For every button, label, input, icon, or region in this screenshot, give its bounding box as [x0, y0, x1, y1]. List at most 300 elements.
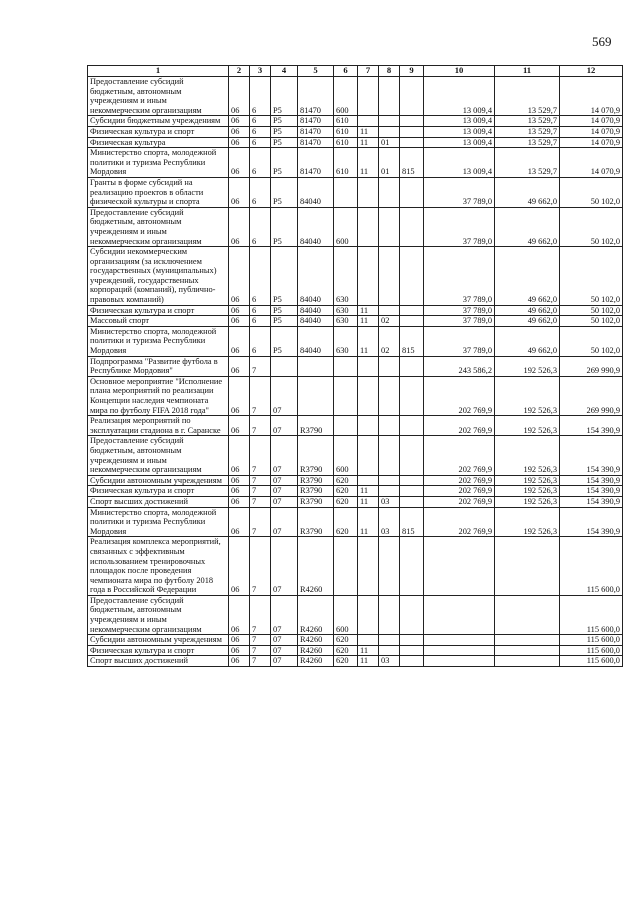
- value-cell: 115 600,0: [560, 635, 623, 646]
- page-number: 569: [592, 34, 612, 49]
- value-cell: 07: [271, 436, 298, 475]
- value-cell: 01: [379, 148, 400, 178]
- column-header: 9: [400, 66, 424, 77]
- budget-table: [87, 65, 623, 667]
- value-cell: 11: [358, 137, 379, 148]
- value-cell: 192 526,3: [495, 376, 560, 415]
- value-cell: [334, 356, 358, 376]
- table-row: [88, 356, 623, 376]
- value-cell: [400, 77, 424, 116]
- value-cell: [400, 656, 424, 667]
- value-cell: [379, 356, 400, 376]
- value-cell: [400, 595, 424, 634]
- value-cell: 7: [250, 507, 271, 537]
- value-cell: [334, 416, 358, 436]
- value-cell: [400, 305, 424, 316]
- table-row: [88, 326, 623, 356]
- value-cell: R3790: [298, 436, 334, 475]
- column-header: 3: [250, 66, 271, 77]
- value-cell: 115 600,0: [560, 595, 623, 634]
- value-cell: 49 662,0: [495, 207, 560, 246]
- value-cell: 06: [229, 645, 250, 656]
- value-cell: 630: [334, 247, 358, 306]
- value-cell: 192 526,3: [495, 496, 560, 507]
- value-cell: [400, 645, 424, 656]
- value-cell: 7: [250, 475, 271, 486]
- row-name-cell: Министерство спорта, молодежной политики и туризма Республики Мордовия: [88, 326, 229, 356]
- value-cell: P5: [271, 326, 298, 356]
- value-cell: [379, 376, 400, 415]
- value-cell: 13 009,4: [424, 116, 495, 127]
- value-cell: [379, 486, 400, 497]
- value-cell: R3790: [298, 507, 334, 537]
- value-cell: [358, 116, 379, 127]
- table-row: [88, 126, 623, 137]
- value-cell: [379, 595, 400, 634]
- value-cell: 50 102,0: [560, 177, 623, 207]
- value-cell: [298, 356, 334, 376]
- value-cell: [400, 207, 424, 246]
- row-name-cell: Предоставление субсидий бюджетным, автономным учреждениям и иным некоммерческим организациям: [88, 595, 229, 634]
- value-cell: R3790: [298, 416, 334, 436]
- row-name-cell: Гранты в форме субсидий на реализацию проектов в области физической культуры и спорта: [88, 177, 229, 207]
- value-cell: 37 789,0: [424, 177, 495, 207]
- value-cell: 03: [379, 656, 400, 667]
- value-cell: [400, 116, 424, 127]
- value-cell: 192 526,3: [495, 507, 560, 537]
- value-cell: 06: [229, 416, 250, 436]
- table-row: [88, 645, 623, 656]
- column-header: 6: [334, 66, 358, 77]
- value-cell: 06: [229, 77, 250, 116]
- value-cell: 7: [250, 645, 271, 656]
- value-cell: [400, 496, 424, 507]
- value-cell: 6: [250, 126, 271, 137]
- value-cell: 03: [379, 496, 400, 507]
- value-cell: 06: [229, 305, 250, 316]
- table-row: [88, 537, 623, 596]
- value-cell: 630: [334, 305, 358, 316]
- table-row: [88, 475, 623, 486]
- column-header: 5: [298, 66, 334, 77]
- value-cell: 620: [334, 486, 358, 497]
- value-cell: 7: [250, 496, 271, 507]
- value-cell: 84040: [298, 305, 334, 316]
- value-cell: [358, 537, 379, 596]
- table-row: [88, 635, 623, 646]
- value-cell: 7: [250, 376, 271, 415]
- value-cell: 620: [334, 645, 358, 656]
- value-cell: 610: [334, 116, 358, 127]
- value-cell: 11: [358, 305, 379, 316]
- value-cell: 06: [229, 475, 250, 486]
- value-cell: 06: [229, 177, 250, 207]
- row-name-cell: Субсидии некоммерческим организациям (за исключением государственных (муниципальных) учреждений, государственных корпораций (компаний), публично-правовых компаний): [88, 247, 229, 306]
- value-cell: 7: [250, 436, 271, 475]
- row-name-cell: Министерство спорта, молодежной политики и туризма Республики Мордовия: [88, 148, 229, 178]
- value-cell: 620: [334, 635, 358, 646]
- value-cell: [379, 177, 400, 207]
- table-row: [88, 77, 623, 116]
- value-cell: [400, 416, 424, 436]
- value-cell: 06: [229, 137, 250, 148]
- value-cell: [495, 635, 560, 646]
- table-row: [88, 486, 623, 497]
- table-row: [88, 595, 623, 634]
- row-name-cell: Физическая культура и спорт: [88, 126, 229, 137]
- value-cell: P5: [271, 126, 298, 137]
- value-cell: 06: [229, 507, 250, 537]
- value-cell: [495, 656, 560, 667]
- value-cell: 07: [271, 496, 298, 507]
- value-cell: [400, 376, 424, 415]
- value-cell: 02: [379, 326, 400, 356]
- value-cell: 13 009,4: [424, 77, 495, 116]
- value-cell: 14 070,9: [560, 77, 623, 116]
- table-row: [88, 436, 623, 475]
- value-cell: 202 769,9: [424, 376, 495, 415]
- value-cell: 620: [334, 507, 358, 537]
- value-cell: 202 769,9: [424, 486, 495, 497]
- value-cell: 14 070,9: [560, 116, 623, 127]
- value-cell: [379, 537, 400, 596]
- value-cell: 202 769,9: [424, 475, 495, 486]
- value-cell: 06: [229, 116, 250, 127]
- row-name-cell: Физическая культура: [88, 137, 229, 148]
- value-cell: 37 789,0: [424, 305, 495, 316]
- value-cell: 11: [358, 656, 379, 667]
- value-cell: R4260: [298, 635, 334, 646]
- value-cell: 81470: [298, 77, 334, 116]
- value-cell: 11: [358, 496, 379, 507]
- value-cell: 50 102,0: [560, 305, 623, 316]
- value-cell: 600: [334, 436, 358, 475]
- value-cell: [358, 207, 379, 246]
- value-cell: [334, 537, 358, 596]
- table-row: [88, 137, 623, 148]
- value-cell: 610: [334, 126, 358, 137]
- value-cell: [400, 635, 424, 646]
- value-cell: R3790: [298, 496, 334, 507]
- value-cell: [379, 247, 400, 306]
- value-cell: [379, 77, 400, 116]
- value-cell: 37 789,0: [424, 207, 495, 246]
- value-cell: P5: [271, 207, 298, 246]
- value-cell: P5: [271, 305, 298, 316]
- value-cell: [358, 356, 379, 376]
- row-name-cell: Субсидии автономным учреждениям: [88, 475, 229, 486]
- value-cell: [400, 126, 424, 137]
- row-name-cell: Субсидии автономным учреждениям: [88, 635, 229, 646]
- value-cell: 49 662,0: [495, 305, 560, 316]
- value-cell: 14 070,9: [560, 126, 623, 137]
- value-cell: R4260: [298, 645, 334, 656]
- row-name-cell: Основное мероприятие "Исполнение плана мероприятий по реализации Концепции наследия чемпионата мира по футболу FIFA 2018 года": [88, 376, 229, 415]
- table-row: [88, 656, 623, 667]
- value-cell: [358, 416, 379, 436]
- value-cell: 07: [271, 416, 298, 436]
- value-cell: 49 662,0: [495, 316, 560, 327]
- column-header: 7: [358, 66, 379, 77]
- value-cell: [495, 645, 560, 656]
- value-cell: 06: [229, 595, 250, 634]
- value-cell: 6: [250, 305, 271, 316]
- value-cell: 192 526,3: [495, 436, 560, 475]
- value-cell: 11: [358, 148, 379, 178]
- column-header: 11: [495, 66, 560, 77]
- table-row: [88, 148, 623, 178]
- value-cell: 600: [334, 595, 358, 634]
- value-cell: [400, 537, 424, 596]
- value-cell: 620: [334, 475, 358, 486]
- value-cell: 7: [250, 537, 271, 596]
- value-cell: 07: [271, 537, 298, 596]
- column-header: 10: [424, 66, 495, 77]
- value-cell: 06: [229, 376, 250, 415]
- value-cell: [271, 356, 298, 376]
- value-cell: 11: [358, 326, 379, 356]
- value-cell: [298, 376, 334, 415]
- value-cell: 192 526,3: [495, 486, 560, 497]
- value-cell: 610: [334, 137, 358, 148]
- value-cell: [400, 137, 424, 148]
- value-cell: 6: [250, 247, 271, 306]
- value-cell: 14 070,9: [560, 148, 623, 178]
- value-cell: 06: [229, 356, 250, 376]
- value-cell: 243 586,2: [424, 356, 495, 376]
- value-cell: 01: [379, 137, 400, 148]
- value-cell: 13 009,4: [424, 137, 495, 148]
- value-cell: 06: [229, 496, 250, 507]
- value-cell: 81470: [298, 148, 334, 178]
- value-cell: R3790: [298, 475, 334, 486]
- value-cell: [379, 475, 400, 486]
- value-cell: R4260: [298, 537, 334, 596]
- value-cell: 620: [334, 656, 358, 667]
- value-cell: [358, 177, 379, 207]
- value-cell: 202 769,9: [424, 496, 495, 507]
- value-cell: 07: [271, 507, 298, 537]
- value-cell: [424, 656, 495, 667]
- row-name-cell: Спорт высших достижений: [88, 496, 229, 507]
- value-cell: 600: [334, 77, 358, 116]
- value-cell: 115 600,0: [560, 537, 623, 596]
- value-cell: 13 529,7: [495, 116, 560, 127]
- value-cell: 11: [358, 316, 379, 327]
- table-row: [88, 416, 623, 436]
- value-cell: P5: [271, 148, 298, 178]
- value-cell: [424, 595, 495, 634]
- value-cell: [358, 376, 379, 415]
- value-cell: 07: [271, 486, 298, 497]
- value-cell: 269 990,9: [560, 376, 623, 415]
- table-row: [88, 247, 623, 306]
- value-cell: [495, 595, 560, 634]
- value-cell: 11: [358, 126, 379, 137]
- value-cell: 815: [400, 148, 424, 178]
- value-cell: [379, 645, 400, 656]
- value-cell: [358, 436, 379, 475]
- value-cell: 49 662,0: [495, 177, 560, 207]
- value-cell: 50 102,0: [560, 326, 623, 356]
- table-row: [88, 316, 623, 327]
- value-cell: 13 529,7: [495, 77, 560, 116]
- value-cell: 02: [379, 316, 400, 327]
- value-cell: 600: [334, 207, 358, 246]
- value-cell: [379, 416, 400, 436]
- value-cell: 84040: [298, 177, 334, 207]
- value-cell: P5: [271, 77, 298, 116]
- value-cell: 06: [229, 656, 250, 667]
- table-row: [88, 116, 623, 127]
- value-cell: [379, 305, 400, 316]
- value-cell: 11: [358, 645, 379, 656]
- value-cell: [379, 436, 400, 475]
- value-cell: 13 529,7: [495, 148, 560, 178]
- value-cell: [400, 247, 424, 306]
- value-cell: [358, 595, 379, 634]
- value-cell: [358, 77, 379, 116]
- row-name-cell: Физическая культура и спорт: [88, 645, 229, 656]
- value-cell: 84040: [298, 247, 334, 306]
- row-name-cell: Предоставление субсидий бюджетным, автономным учреждениям и иным некоммерческим организациям: [88, 77, 229, 116]
- row-name-cell: Реализация комплекса мероприятий, связанных с эффективным использованием тренировочных площадок после проведения чемпионата мира по футболу 2018 года в Российской Федерации: [88, 537, 229, 596]
- value-cell: 84040: [298, 207, 334, 246]
- value-cell: P5: [271, 137, 298, 148]
- value-cell: [400, 356, 424, 376]
- value-cell: 630: [334, 316, 358, 327]
- column-header: 12: [560, 66, 623, 77]
- value-cell: 154 390,9: [560, 486, 623, 497]
- column-header: 1: [88, 66, 229, 77]
- value-cell: [424, 537, 495, 596]
- value-cell: [424, 635, 495, 646]
- value-cell: P5: [271, 177, 298, 207]
- value-cell: 192 526,3: [495, 416, 560, 436]
- row-name-cell: Реализация мероприятий по эксплуатации стадиона в г. Саранске: [88, 416, 229, 436]
- value-cell: R4260: [298, 595, 334, 634]
- value-cell: 6: [250, 316, 271, 327]
- value-cell: [424, 645, 495, 656]
- value-cell: 815: [400, 326, 424, 356]
- value-cell: 07: [271, 635, 298, 646]
- table-body: [88, 77, 623, 667]
- value-cell: 07: [271, 376, 298, 415]
- value-cell: 50 102,0: [560, 207, 623, 246]
- row-name-cell: Физическая культура и спорт: [88, 305, 229, 316]
- value-cell: 06: [229, 148, 250, 178]
- value-cell: 81470: [298, 137, 334, 148]
- value-cell: 192 526,3: [495, 475, 560, 486]
- value-cell: 620: [334, 496, 358, 507]
- value-cell: [379, 126, 400, 137]
- value-cell: 81470: [298, 126, 334, 137]
- value-cell: [358, 247, 379, 306]
- value-cell: 06: [229, 486, 250, 497]
- value-cell: 07: [271, 645, 298, 656]
- value-cell: 13 009,4: [424, 148, 495, 178]
- value-cell: 192 526,3: [495, 356, 560, 376]
- column-header: 2: [229, 66, 250, 77]
- value-cell: 154 390,9: [560, 496, 623, 507]
- value-cell: 11: [358, 486, 379, 497]
- value-cell: [334, 177, 358, 207]
- value-cell: 14 070,9: [560, 137, 623, 148]
- value-cell: 6: [250, 177, 271, 207]
- value-cell: 610: [334, 148, 358, 178]
- value-cell: 06: [229, 326, 250, 356]
- value-cell: 269 990,9: [560, 356, 623, 376]
- value-cell: 7: [250, 356, 271, 376]
- table-row: [88, 507, 623, 537]
- value-cell: 37 789,0: [424, 326, 495, 356]
- value-cell: 154 390,9: [560, 436, 623, 475]
- value-cell: [379, 116, 400, 127]
- row-name-cell: Подпрограмма "Развитие футбола в Республике Мордовия": [88, 356, 229, 376]
- table-row: [88, 177, 623, 207]
- column-header: 4: [271, 66, 298, 77]
- value-cell: 202 769,9: [424, 436, 495, 475]
- value-cell: 630: [334, 326, 358, 356]
- value-cell: [495, 537, 560, 596]
- header-row: [88, 66, 623, 77]
- value-cell: 6: [250, 116, 271, 127]
- value-cell: [379, 207, 400, 246]
- value-cell: 115 600,0: [560, 656, 623, 667]
- row-name-cell: Министерство спорта, молодежной политики и туризма Республики Мордовия: [88, 507, 229, 537]
- column-header: 8: [379, 66, 400, 77]
- table-row: [88, 207, 623, 246]
- value-cell: 49 662,0: [495, 247, 560, 306]
- value-cell: 06: [229, 316, 250, 327]
- value-cell: 81470: [298, 116, 334, 127]
- value-cell: [400, 436, 424, 475]
- value-cell: [334, 376, 358, 415]
- value-cell: 06: [229, 207, 250, 246]
- value-cell: 6: [250, 207, 271, 246]
- value-cell: 37 789,0: [424, 247, 495, 306]
- table-row: [88, 496, 623, 507]
- value-cell: 06: [229, 537, 250, 596]
- value-cell: [400, 177, 424, 207]
- value-cell: 7: [250, 595, 271, 634]
- table-row: [88, 305, 623, 316]
- row-name-cell: Спорт высших достижений: [88, 656, 229, 667]
- value-cell: 7: [250, 416, 271, 436]
- value-cell: [379, 635, 400, 646]
- value-cell: R3790: [298, 486, 334, 497]
- value-cell: 6: [250, 77, 271, 116]
- row-name-cell: Предоставление субсидий бюджетным, автономным учреждениям и иным некоммерческим организациям: [88, 436, 229, 475]
- value-cell: 50 102,0: [560, 247, 623, 306]
- value-cell: 154 390,9: [560, 475, 623, 486]
- value-cell: 06: [229, 635, 250, 646]
- table-row: [88, 376, 623, 415]
- value-cell: [400, 486, 424, 497]
- value-cell: 06: [229, 436, 250, 475]
- row-name-cell: Субсидии бюджетным учреждениям: [88, 116, 229, 127]
- value-cell: 11: [358, 507, 379, 537]
- value-cell: 84040: [298, 326, 334, 356]
- value-cell: [400, 475, 424, 486]
- value-cell: 7: [250, 486, 271, 497]
- value-cell: P5: [271, 247, 298, 306]
- row-name-cell: Физическая культура и спорт: [88, 486, 229, 497]
- value-cell: R4260: [298, 656, 334, 667]
- value-cell: [358, 475, 379, 486]
- value-cell: 37 789,0: [424, 316, 495, 327]
- value-cell: 13 009,4: [424, 126, 495, 137]
